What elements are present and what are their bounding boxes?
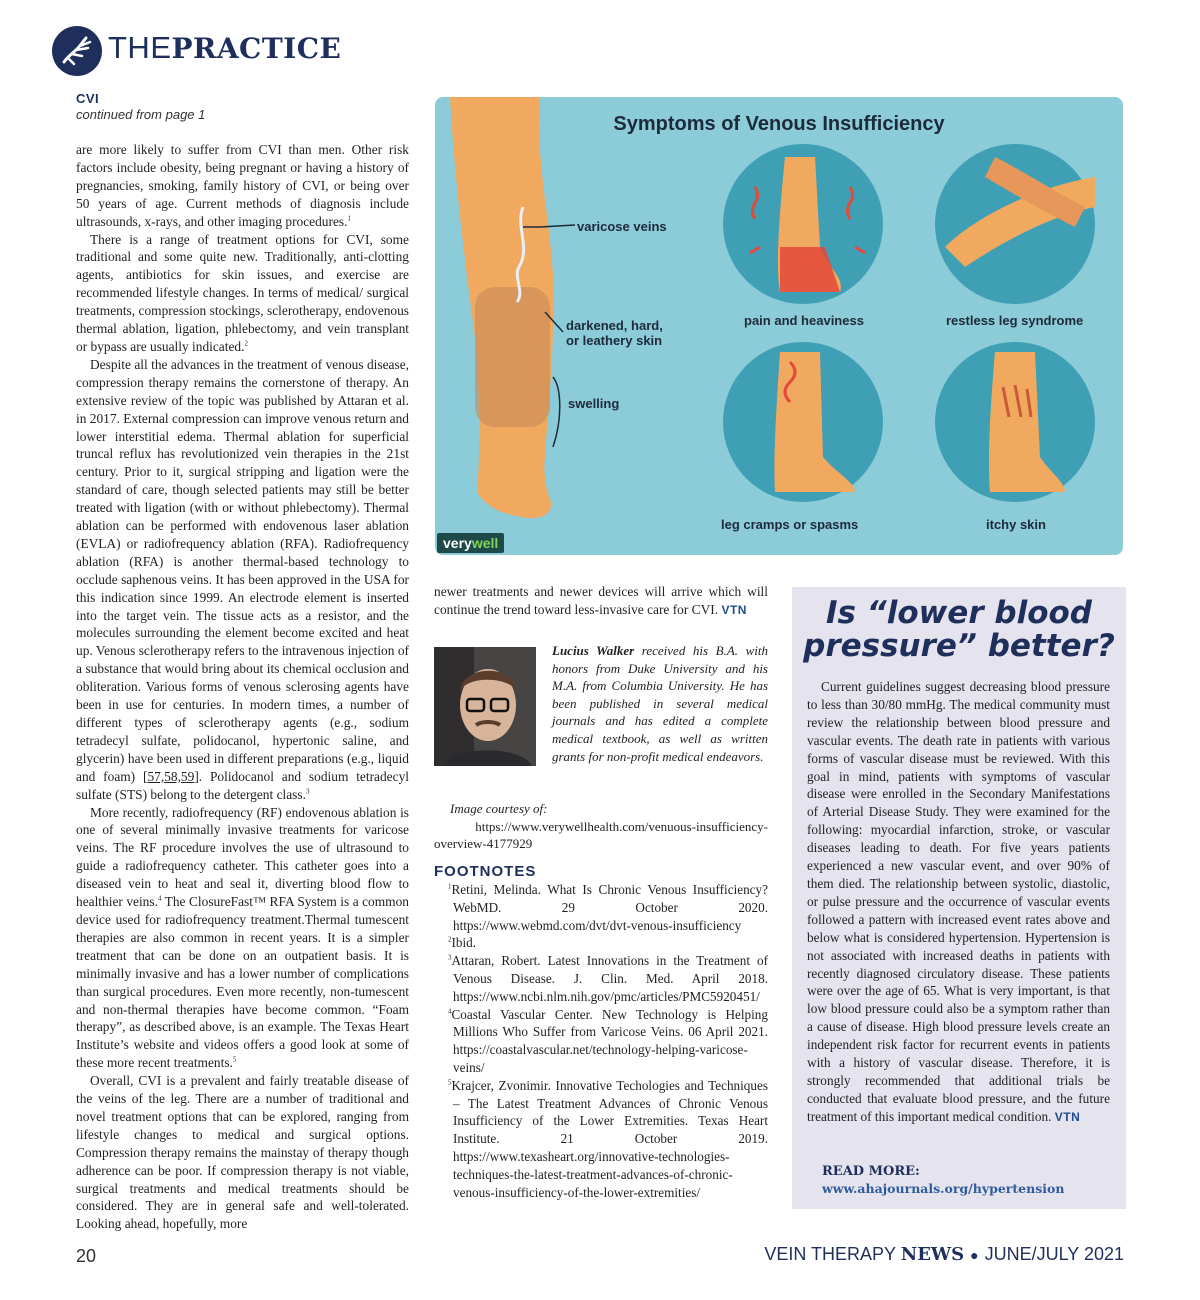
footnotes-list: [448, 881, 768, 1201]
credit-url-cont[interactable]: overview-4177929: [434, 836, 533, 852]
label-swelling: swelling: [568, 396, 620, 411]
credit-label: Image courtesy of:: [450, 801, 548, 816]
credit-url[interactable]: https://www.verywellhealth.com/venuous-insufficiency-: [475, 818, 768, 834]
article-column-1: [76, 141, 409, 1232]
read-more-label: READ MORE:: [822, 1164, 920, 1179]
footnote-item: $^3$Attaran, Robert. Latest Innovations in the Treatment of Venous Disease. J. Clin. Med. April 2018. https://www.ncbi.nlm.nih.gov/pmc/articles/PMC5920451/: [448, 953, 768, 1004]
paragraph: are more likely to suffer from CVI than men. Other risk factors include obesity, being pregnant or having a history of pregnancies, smoking, family history of CVI, or being over 50 years of age. Current methods of diagnosis include ultrasounds, x-rays, and other imaging procedures.$^1$: [76, 142, 409, 229]
label-darkened-skin: darkened, hard, or leathery skin: [566, 318, 663, 348]
paragraph: There is a range of treatment options for CVI, some traditional and some quite new. Traditionally, anti-clotting agents, antibiotics for skin issues, and exercise are recommended lifestyle changes. In terms of medical/ surgical treatments, compression stockings, sclerotherapy, endovenous thermal ablation, ligation, phlebectomy, and vein transplant or bypass are usually indicated.$^2$: [76, 231, 409, 354]
symptoms-infographic: [435, 97, 1123, 555]
verywell-brand-logo: verywell: [437, 533, 504, 553]
sidebar-title: Is “lower blood pressure” better?: [803, 595, 1115, 664]
footnotes-heading: FOOTNOTES: [434, 863, 537, 880]
label-leg-cramps: leg cramps or spasms: [721, 517, 859, 532]
footer-publication: VEIN THERAPY NEWS ● JUNE/JULY 2021: [764, 1244, 1124, 1265]
read-more-link[interactable]: www.ahajournals.org/hypertension: [822, 1181, 1065, 1196]
sidebar-body: Current guidelines suggest decreasing blood pressure to less than 30/80 mmHg. The medical community must review the relationship between blood pressure and vascular events. The death rate in patients with various forms of vascular disease must be reviewed. With this goal in mind, patients with symptoms of vascular disease were enrolled in the Secondary Manifestations of Arterial Disease Study. They were examined for the following: myocardial infarction, stroke, or vascular diseases leading to death. For five years patients experienced a new vascular event, and over 90% of them died. The relationship between systolic, diastolic, or pulse pressure and the occurrence of vascular events followed a pattern with increased event rates above and below what is considered hypertension. Hypertension is not associated with increased deaths in patients with recently diagnosed circulatory disease. These patients were over the age of 65. What is very important, is that low blood pressure could also be a symptom rather than a cause of disease. High blood pressure levels create an independent risk factor for recurrent events in patients with a history of vascular disease. Therefore, it is strongly recommended that additional trials be conducted that evaluate blood pressure, and the future treatment of this important medical condition. VTN: [807, 679, 1110, 1124]
infographic-title: Symptoms of Venous Insufficiency: [613, 113, 945, 135]
footnote-item: $^2$Ibid.: [448, 935, 477, 951]
logo-text-bold: PRACTICE: [171, 32, 342, 65]
logo-text-light: THE: [108, 30, 172, 65]
vtn-end-mark: VTN: [721, 602, 747, 617]
label-varicose-veins: varicose veins: [577, 219, 667, 234]
darkened-skin-area: [475, 287, 550, 427]
logo-icon: [52, 26, 102, 76]
image-credit: [434, 800, 768, 853]
page-number: 20: [76, 1246, 97, 1266]
article-ending: newer treatments and newer devices will arrive which will continue the trend toward less-invasive care for CVI. VTN: [434, 584, 768, 617]
label-itchy-skin: itchy skin: [986, 517, 1046, 532]
footnote-item: $^4$Coastal Vascular Center. New Technology is Helping Millions Who Suffer from Varicose Veins. 06 April 2021. https://coastalvascular.net/technology-helping-varicose-veins/: [448, 1006, 768, 1075]
author-name: Lucius Walker: [552, 643, 635, 658]
author-bio: Lucius Walker received his B.A. with honors from Duke University and his M.A. from Columbia University. He has been published in several medical journals and has edited a complete medical textbook, as well as written grants for non-profit medical endeavors.: [552, 643, 768, 764]
label-restless-leg: restless leg syndrome: [946, 313, 1084, 328]
paragraph: Overall, CVI is a prevalent and fairly treatable disease of the veins of the leg. There are a number of traditional and novel treatment options that can be explored, ranging from lifestyle changes to medical and surgical options. Compression therapy remains the mainstay of therapy though adherence can be poor. If compression therapy is not viable, surgical treatments and medical treatments should be considered. They are in general safe and well-tolerated. Looking ahead, hopefully, more: [76, 1073, 409, 1232]
continued-note: continued from page 1: [76, 107, 206, 122]
author-photo: [434, 647, 536, 766]
vtn-end-mark: VTN: [1054, 1109, 1081, 1124]
paragraph: More recently, radiofrequency (RF) endovenous ablation is one of several minimally invasive treatments for varicose veins. The RF procedure involves the use of ultrasound to guide a radiofrequency catheter. This catheter goes into a diseased vein to heat and seal it, diverting blood flow to healthier veins.$^4$ The ClosureFast™ RFA System is a common device used for radiofrequency treatment.Thermal tumescent therapies are also common in recent years. It is a simpler treatment that can be done on an outpatient basis. It is minimally invasive and has a lower number of complications than surgical procedures. Even more recently, non-tumescent and non-thermal therapies have become common. “Foam therapy”, as described above, is an example. The Texas Heart Institute’s website and videos offers a good look at some of these more recent treatments.$^5$: [76, 804, 409, 1071]
footnote-item: $^5$Krajcer, Zvonimir. Innovative Techologies and Techniques – The Latest Treatment Advances of Chronic Venous Insufficiency of the Lower Extremities. Texas Heart Institute. 21 October 2019. https://www.texasheart.org/innovative-technologies-techniques-the-latest-treatment-advances-of-chronic-venous-insufficiency-of-the-lower-extremities/: [448, 1077, 768, 1200]
reference-link[interactable]: 57,58,59: [147, 768, 195, 784]
footnote-item: $^1$Retini, Melinda. What Is Chronic Venous Insufficiency? WebMD. 29 October 2020. https://www.webmd.com/dvt/dvt-venous-insufficiency: [448, 882, 768, 933]
publication-section-logo: [108, 30, 341, 66]
paragraph: Despite all the advances in the treatment of venous disease, compression therapy remains the cornerstone of therapy. An extensive review of the topic was published by Attaran et al. in 2017. External compression can improve venous return and lower interstitial edema. Thermal ablation for superficial truncal reflux has revolutionized vein therapies in the 21st century. Prior to it, surgical stripping and ligation were the standard of care, though selected patients may still be better treated with ligation (with or without phlebectomy). Thermal ablation can be performed with endovenous laser ablation (EVLA) or radiofrequency ablation (RFA). Radiofrequency ablation (RFA) is another thermal-based technology to occlude saphenous veins. It has been approved in the USA for this indication since 1999. An electrode element is inserted into the target vein. The tissue acts as a resistor, and the molecules surrounding the element become excited and heat up. Venous sclerotherapy refers to the intravenous injection of a substance that would bring about its chemical occlusion and obliteration. Various forms of venous sclerosing agents have been in use for centuries. In modern times, a number of different types of sclerotherapy agents (e.g., sodium tetradecyl sulfate, polidocanol, hypertonic saline, and glycerin) have been used in different preparations (e.g., liquid and foam) [57,58,59]. Polidocanol and sodium tetradecyl sulfate (STS) belong to the detergent class.$^3$: [76, 356, 409, 802]
section-label: CVI: [76, 91, 100, 106]
label-pain-heaviness: pain and heaviness: [744, 313, 864, 328]
